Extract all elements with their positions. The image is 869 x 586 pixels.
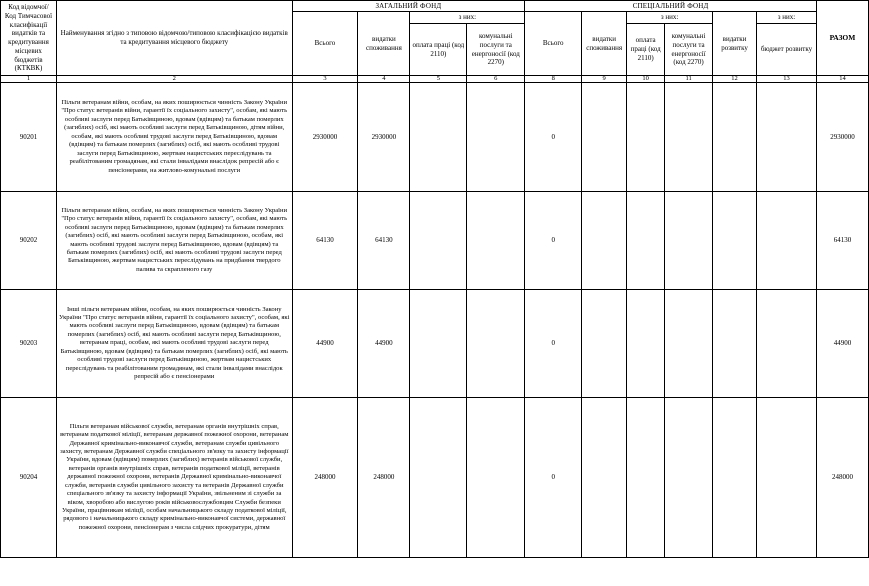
table-row [1, 290, 869, 398]
column-number: 3 [292, 76, 358, 83]
column-number: 5 [410, 76, 467, 83]
general-consumption-value: 248000 [358, 398, 410, 558]
general-total-value: 248000 [292, 398, 358, 558]
row-code: 90201 [1, 83, 57, 192]
table-row [1, 83, 869, 192]
empty-cell [467, 290, 525, 398]
empty-cell [582, 290, 627, 398]
row-description: Інші пільги ветеранам війни, особам, на яких поширюється чинність Закону України "Про статус ветеранів війни, гарантії їх соціального захисту", особам, які мають особливі заслуги перед Батьківщиною, вдовам (вдівцям) та батькам померлих (загиблих) осіб, які мають особливі заслуги перед Батьківщиною, ветеранам праці, особам, які мають особливі трудові заслуги перед Батьківщиною, вдовам (вдівцям) та батькам померлих (загиблих) осіб, які мають особливі трудові заслуги перед Батьківщиною, жертвам нацистських переслідувань та реабілітованим громадянам, які стали інвалідами внаслідок репресій або є пенсіонерами [56, 290, 292, 398]
special-total-value: 0 [525, 192, 582, 290]
empty-cell [713, 398, 757, 558]
empty-cell [757, 83, 817, 192]
special-total-value: 0 [525, 290, 582, 398]
empty-cell [757, 398, 817, 558]
column-number: 1 [1, 76, 57, 83]
row-description: Пільги ветеранам військової служби, ветеранам органів внутрішніх справ, ветеранам податкової міліції, ветеранам державної пожежної охорони, ветеранам Державної кримінально-виконавчої служби, ветеранам служби цивільного захисту, ветеранам Державної служби спеціального зв'язку та захисту інформації України, вдовам (вдівцям) померлих (загиблих) ветеранів військової служби, ветеранів органів внутрішніх справ, ветеранів податкової міліції, ветеранів державної пожежної охорони, ветеранів Державної кримінально-виконавчої служби, ветеранів служби цивільного захисту та ветеранів Державної служби спеціального зв'язку та захисту інформації України, звільненим зі служби за віком, хворобою або вислугою років військовослужбовцям Служби безпеки України, працівникам міліції, особам начальницького складу податкової міліції, рядового і начальницького складу кримінально-виконавчої системи, державної пожежної охорони, пенсіонерам з числа слідчих прокуратури, дітям [56, 398, 292, 558]
special-of-which-header: з них: [627, 12, 713, 24]
column-number: 2 [56, 76, 292, 83]
column-number: 4 [358, 76, 410, 83]
general-wages-header: оплата праці (код 2110) [410, 24, 467, 76]
general-total-value: 2930000 [292, 83, 358, 192]
general-consumption-value: 64130 [358, 192, 410, 290]
special-fund-header: СПЕЦІАЛЬНИЙ ФОНД [525, 1, 817, 12]
empty-cell [410, 290, 467, 398]
development-header: видатки розвитку [713, 12, 757, 76]
empty-cell [665, 290, 713, 398]
general-consumption-value: 2930000 [358, 83, 410, 192]
special-total-value: 0 [525, 83, 582, 192]
empty-cell [467, 398, 525, 558]
column-number: 11 [665, 76, 713, 83]
column-number: 14 [816, 76, 868, 83]
empty-cell [713, 192, 757, 290]
name-column-header: Найменування згідно з типовою відомчою/типовою класифікацією видатків та кредитування місцевого бюджету [56, 1, 292, 76]
row-description: Пільги ветеранам війни, особам, на яких поширюється чинність Закону України "Про статус ветеранів війни, гарантії їх соціального захисту", особам, які мають особливі заслуги перед Батьківщиною, вдовам (вдівцям) та батькам померлих (загиблих) осіб, які мають особливі заслуги перед Батьківщиною, особам, які мають особливі трудові заслуги перед Батьківщиною, вдовам (вдівцям) та батькам померлих (загиблих) осіб, які мають особливі трудові заслуги перед Батьківщиною, жертвам нацистських переслідувань на придбання твердого палива та скрапленого газу [56, 192, 292, 290]
empty-cell [713, 290, 757, 398]
table-row [1, 192, 869, 290]
column-number: 12 [713, 76, 757, 83]
empty-cell [582, 398, 627, 558]
empty-cell [582, 83, 627, 192]
column-number: 13 [757, 76, 817, 83]
empty-cell [757, 290, 817, 398]
code-column-header: Код відомчої/Код Тимчасової класифікації видатків та кредитування місцевих бюджетів (КТКВК) [1, 1, 57, 76]
general-utilities-header: комунальні послуги та енергоносії (код 2270) [467, 24, 525, 76]
sum-value: 248000 [816, 398, 868, 558]
sum-value: 64130 [816, 192, 868, 290]
empty-cell [627, 290, 665, 398]
empty-cell [410, 192, 467, 290]
empty-cell [627, 83, 665, 192]
special-consumption-header: видатки споживання [582, 12, 627, 76]
empty-cell [410, 83, 467, 192]
empty-cell [467, 83, 525, 192]
general-total-value: 44900 [292, 290, 358, 398]
column-number: 9 [582, 76, 627, 83]
special-total-header: Всього [525, 12, 582, 76]
sum-value: 2930000 [816, 83, 868, 192]
header-row-1 [1, 1, 869, 12]
empty-cell [627, 398, 665, 558]
empty-cell [665, 192, 713, 290]
empty-cell [665, 83, 713, 192]
row-code: 90202 [1, 192, 57, 290]
empty-cell [627, 192, 665, 290]
general-total-header: Всього [292, 12, 358, 76]
table-row [1, 398, 869, 558]
empty-cell [582, 192, 627, 290]
special-wages-header: оплата праці (код 2110) [627, 24, 665, 76]
dev-budget-header: бюджет розвитку [757, 24, 817, 76]
development-of-which-header: з них: [757, 12, 817, 24]
empty-cell [467, 192, 525, 290]
column-number: 8 [525, 76, 582, 83]
general-total-value: 64130 [292, 192, 358, 290]
column-number: 10 [627, 76, 665, 83]
general-consumption-value: 44900 [358, 290, 410, 398]
sum-value: 44900 [816, 290, 868, 398]
general-of-which-header: з них: [410, 12, 525, 24]
column-number: 6 [467, 76, 525, 83]
row-description: Пільги ветеранам війни, особам, на яких поширюється чинність Закону України "Про статус ветеранів війни, гарантії їх соціального захисту", особам, які мають особливі заслуги перед Батьківщиною, вдовам (вдівцям) та батькам померлих (загиблих) осіб, які мають особливі заслуги перед Батьківщиною, дітям війни, особам, які мають особливі трудові заслуги перед Батьківщиною, вдовам (вдівцям) та батькам померлих (загиблих) осіб, які мають особливі трудові заслуги перед Батьківщиною, жертвам нацистських переслідувань та реабілітованим громадянам, які стали інвалідами внаслідок репресій або є пенсіонерами, на житлово-комунальні послуги [56, 83, 292, 192]
empty-cell [757, 192, 817, 290]
special-total-value: 0 [525, 398, 582, 558]
general-consumption-header: видатки споживання [358, 12, 410, 76]
sum-column-header: РАЗОМ [816, 1, 868, 76]
row-code: 90204 [1, 398, 57, 558]
column-number-row [1, 76, 869, 83]
general-fund-header: ЗАГАЛЬНИЙ ФОНД [292, 1, 525, 12]
row-code: 90203 [1, 290, 57, 398]
empty-cell [713, 83, 757, 192]
special-utilities-header: комунальні послуги та енергоносії (код 2270) [665, 24, 713, 76]
empty-cell [665, 398, 713, 558]
empty-cell [410, 398, 467, 558]
